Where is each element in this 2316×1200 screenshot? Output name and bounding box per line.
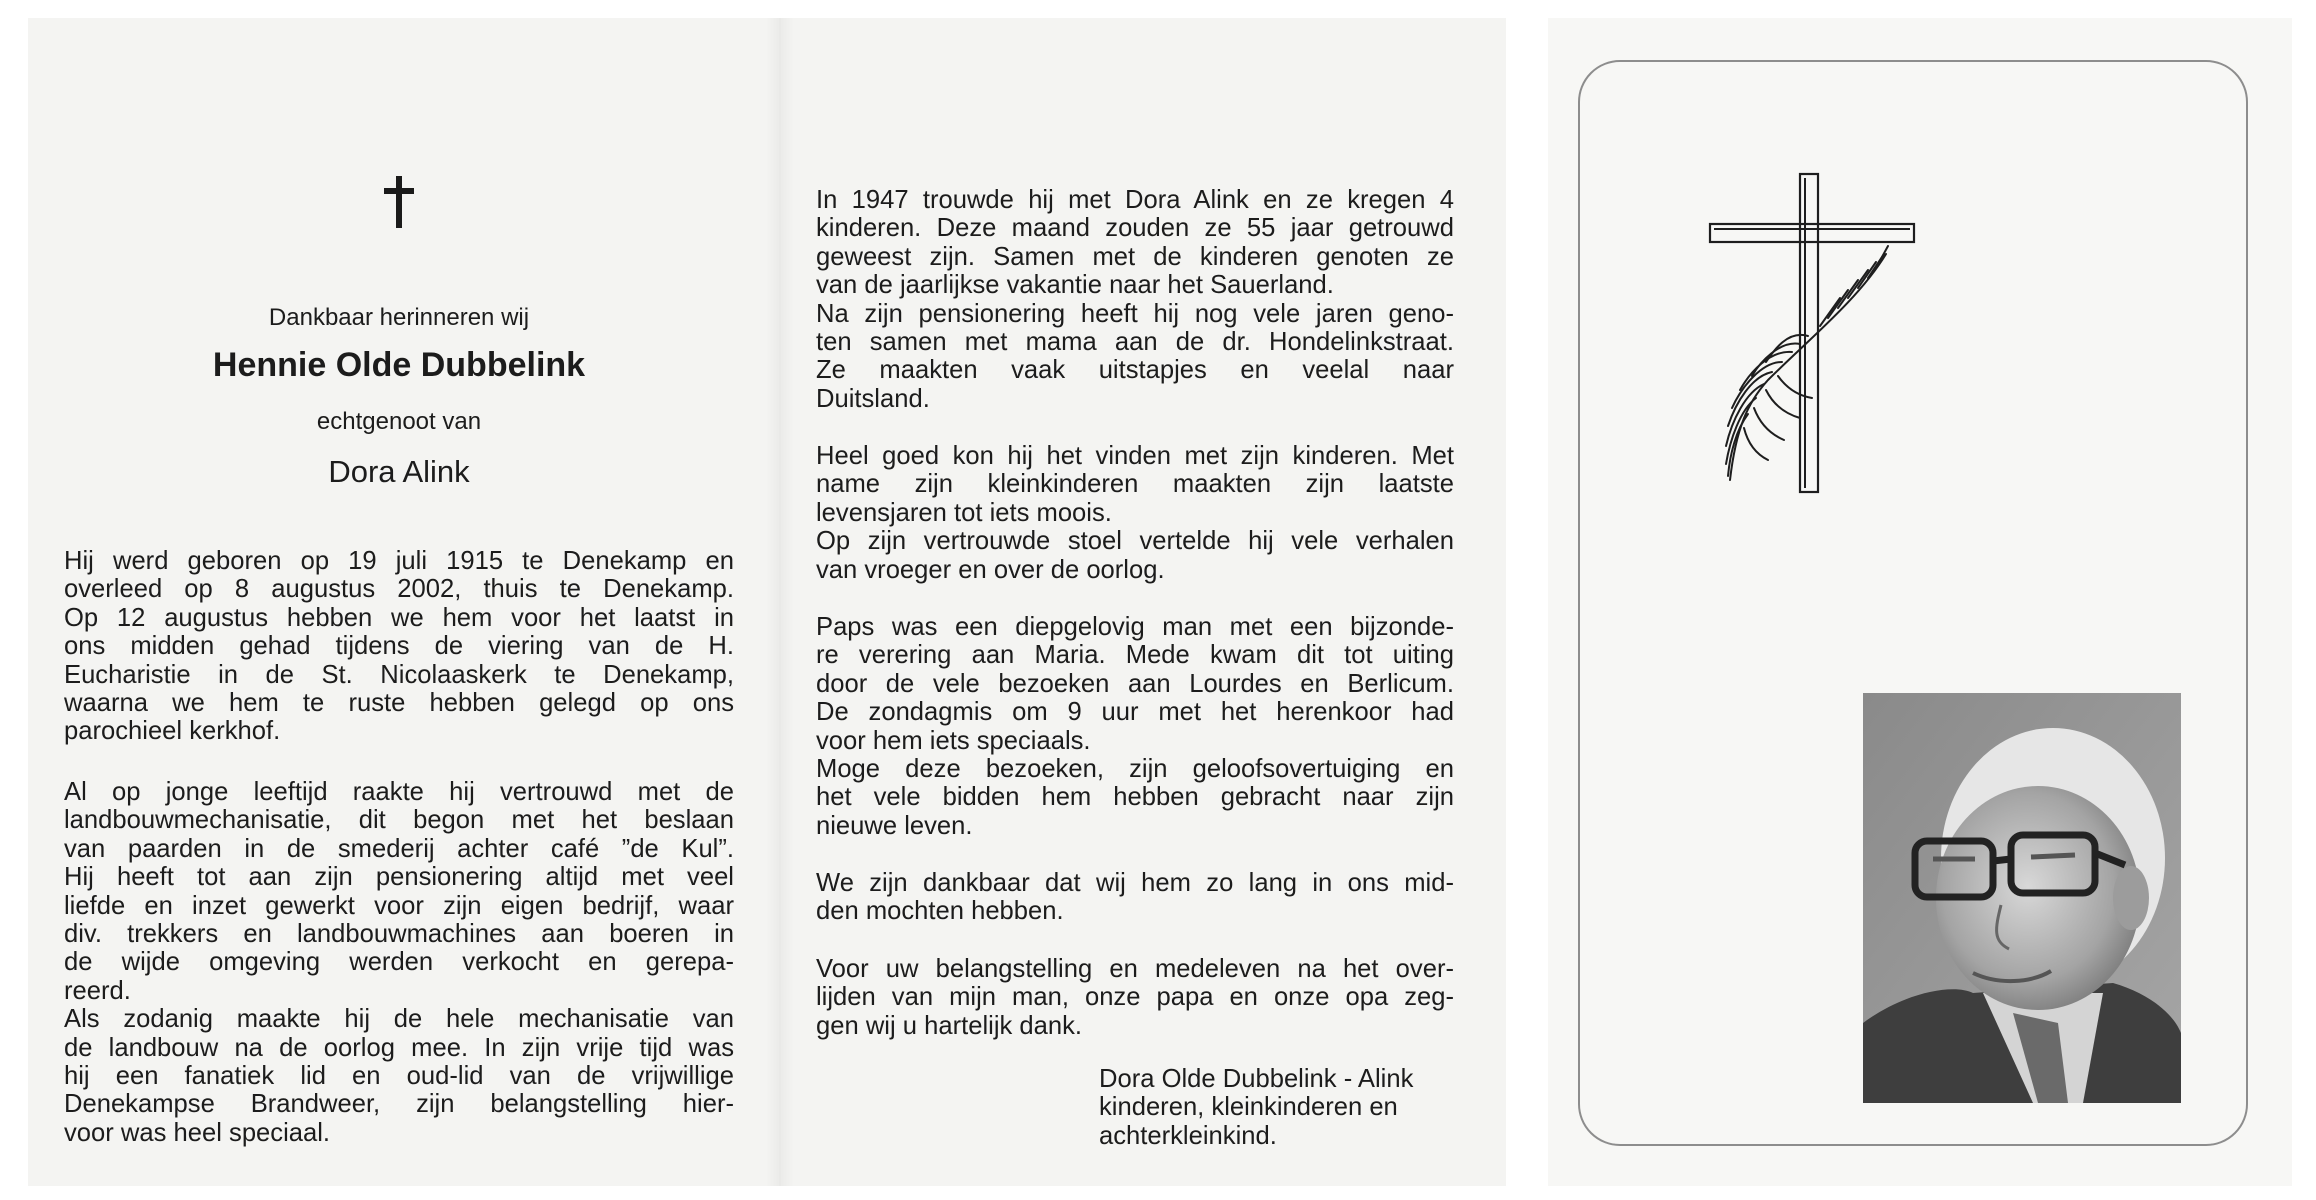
text-line: lijden van mijn man, onze papa en onze opa zeg- bbox=[816, 983, 1454, 1012]
text-line: waarna we hem te ruste hebben gelegd op ons bbox=[64, 689, 734, 718]
cross-icon bbox=[384, 176, 414, 228]
text-line: voor hem iets speciaals. bbox=[816, 726, 1091, 755]
portrait-photo bbox=[1863, 693, 2181, 1103]
deceased-name: Hennie Olde Dubbelink bbox=[212, 346, 586, 384]
text-line: Paps was een diepgelovig man met een bijzonde- bbox=[816, 613, 1454, 641]
text-line: Ze maakten vaak uitstapjes en veelal naar bbox=[816, 356, 1454, 385]
signature-line: Dora Olde Dubbelink - Alink bbox=[1099, 1065, 1414, 1093]
spouse-prefix: echtgenoot van bbox=[316, 408, 482, 435]
signature-line: kinderen, kleinkinderen en bbox=[1099, 1093, 1398, 1122]
right-page bbox=[816, 18, 1496, 1186]
text-line: Al op jonge leeftijd raakte hij vertrouwd met de bbox=[64, 778, 734, 806]
text-line: div. trekkers en landbouwmachines aan boeren in bbox=[64, 920, 734, 949]
text-line: Moge deze bezoeken, zijn geloofsovertuiging en bbox=[816, 755, 1454, 784]
intro-line: Dankbaar herinneren wij bbox=[268, 304, 530, 331]
family-paragraph bbox=[816, 442, 1454, 584]
text-line: We zijn dankbaar dat wij hem zo lang in ons mid- bbox=[816, 869, 1454, 897]
text-line: gen wij u hartelijk dank. bbox=[816, 1011, 1083, 1040]
signature-line: achterkleinkind. bbox=[1099, 1121, 1277, 1150]
text-line: levensjaren tot iets moois. bbox=[816, 498, 1112, 527]
text-line: Hij heeft tot aan zijn pensionering altijd met veel bbox=[64, 863, 734, 892]
text-line: re verering aan Maria. Mede kwam dit tot uiting bbox=[816, 641, 1454, 670]
text-line: van paarden in de smederij achter café ”de Kul”. bbox=[64, 834, 734, 863]
text-line: Als zodanig maakte hij de hele mechanisatie van bbox=[64, 1005, 734, 1034]
text-line: hij een fanatiek lid en oud-lid van de vrijwillige bbox=[64, 1062, 734, 1091]
career-paragraph bbox=[64, 778, 734, 1147]
text-line: Heel goed kon hij het vinden met zijn kinderen. Met bbox=[816, 442, 1454, 470]
text-line: In 1947 trouwde hij met Dora Alink en ze kregen 4 bbox=[816, 186, 1454, 214]
text-line: de wijde omgeving werden verkocht en gerepa- bbox=[64, 948, 734, 977]
biography-paragraph bbox=[64, 547, 734, 746]
spouse-name: Dora Alink bbox=[328, 454, 470, 489]
text-line: geweest zijn. Samen met de kinderen genoten ze bbox=[816, 242, 1454, 271]
text-line: De zondagmis om 9 uur met het herenkoor had bbox=[816, 698, 1454, 727]
fold-line bbox=[766, 18, 794, 1186]
text-line: landbouwmechanisatie, dit begon met het beslaan bbox=[64, 806, 734, 835]
text-line: Hij werd geboren op 19 juli 1915 te Denekamp en bbox=[64, 547, 734, 575]
text-line: den mochten hebben. bbox=[816, 897, 1064, 926]
text-line: ten samen met mama aan de dr. Hondelinkstraat. bbox=[816, 328, 1454, 357]
gratitude-paragraph bbox=[816, 869, 1454, 926]
text-line: door de vele bezoeken aan Lourdes en Berlicum. bbox=[816, 669, 1454, 698]
text-line: van vroeger en over de oorlog. bbox=[816, 555, 1165, 584]
text-line: Op zijn vertrouwde stoel vertelde hij vele verhalen bbox=[816, 527, 1454, 556]
text-line: ons midden gehad tijdens de viering van de H. bbox=[64, 632, 734, 661]
text-line: nieuwe leven. bbox=[816, 811, 973, 840]
marriage-paragraph bbox=[816, 186, 1454, 413]
text-line: Denekampse Brandweer, zijn belangstelling hier- bbox=[64, 1090, 734, 1119]
faith-paragraph bbox=[816, 613, 1454, 840]
card-inner-spread bbox=[28, 18, 1506, 1186]
text-line: Na zijn pensionering heeft hij nog vele jaren geno- bbox=[816, 299, 1454, 328]
card-front bbox=[1548, 18, 2292, 1186]
text-line: kinderen. Deze maand zouden ze 55 jaar getrouwd bbox=[816, 214, 1454, 243]
left-page bbox=[64, 18, 734, 1186]
cross-with-palm-branch-icon bbox=[1708, 150, 1918, 500]
signature-block bbox=[1099, 1065, 1413, 1150]
text-line: Eucharistie in de St. Nicolaaskerk te Denekamp, bbox=[64, 660, 734, 689]
text-line: name zijn kleinkinderen maakten zijn laatste bbox=[816, 470, 1454, 499]
text-line: reerd. bbox=[64, 976, 131, 1005]
text-line: overleed op 8 augustus 2002, thuis te Denekamp. bbox=[64, 575, 734, 604]
text-line: Voor uw belangstelling en medeleven na het over- bbox=[816, 955, 1454, 983]
text-line: het vele bidden hem hebben gebracht naar zijn bbox=[816, 783, 1454, 812]
thanks-paragraph bbox=[816, 955, 1454, 1040]
text-line: de landbouw na de oorlog mee. In zijn vrije tijd was bbox=[64, 1033, 734, 1062]
text-line: Op 12 augustus hebben we hem voor het laatst in bbox=[64, 603, 734, 632]
text-line: Duitsland. bbox=[816, 384, 930, 413]
text-line: voor was heel speciaal. bbox=[64, 1118, 331, 1147]
text-line: parochieel kerkhof. bbox=[64, 717, 281, 746]
text-line: liefde en inzet gewerkt voor zijn eigen bedrijf, waar bbox=[64, 891, 734, 920]
text-line: van de jaarlijkse vakantie naar het Sauerland. bbox=[816, 271, 1334, 300]
